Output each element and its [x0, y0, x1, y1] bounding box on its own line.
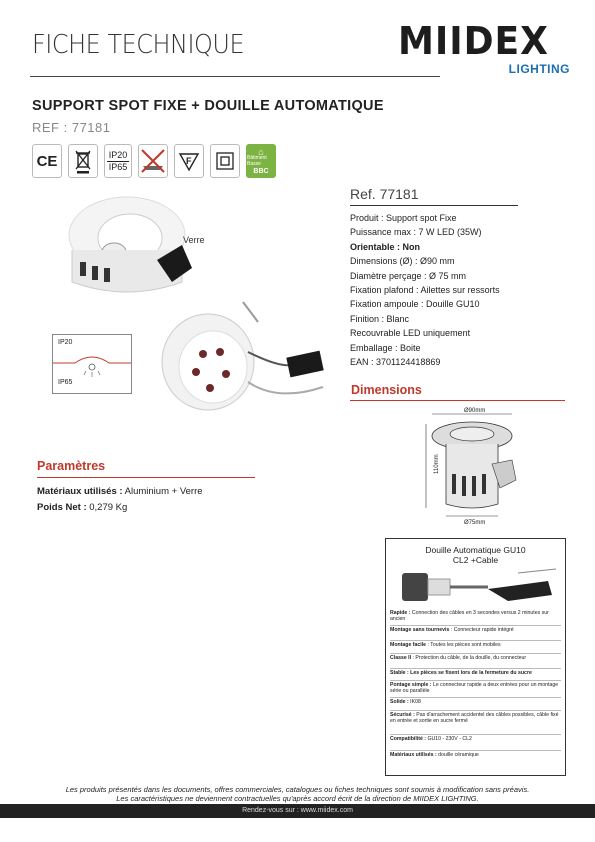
feature-divider — [390, 680, 561, 681]
connector-feature: Solide : IK08 — [390, 699, 421, 705]
bbc-caption: Bâtiment Basse — [247, 155, 267, 167]
bbc-value: BBC — [253, 168, 269, 175]
ip-rating-icon — [104, 144, 132, 178]
connector-feature: Matériaux utilisés : douille céramique — [390, 752, 479, 758]
spec-row: Diamètre perçage : Ø 75 mm — [350, 270, 467, 281]
connector-feature: Stable : Les pièces se fixent lors de la fermeture du sucre — [390, 670, 532, 676]
connector-illustration — [398, 567, 558, 607]
website-footer[interactable] — [0, 804, 595, 818]
spec-row: Orientable : Non — [350, 241, 421, 252]
title-divider — [30, 76, 440, 77]
dim-side-label: 110mm — [434, 454, 440, 474]
product-photo-front — [32, 190, 202, 300]
feature-divider — [390, 668, 561, 669]
dimensions-divider — [350, 400, 565, 401]
connector-feature: Classe II : Protection du câble, de la douille, du connecteur — [390, 655, 527, 661]
feature-divider — [390, 653, 561, 654]
class-2-icon — [210, 144, 240, 178]
certification-icons — [32, 144, 276, 180]
parameters-title: Paramètres — [37, 459, 106, 473]
dim-bottom-label: Ø75mm — [464, 520, 486, 526]
feature-divider — [390, 710, 561, 711]
dimensions-title: Dimensions — [351, 383, 422, 397]
spec-row: Produit : Support spot Fixe — [350, 213, 457, 223]
connector-feature: Montage sans tournevis : Connecteur rapide intégré — [390, 627, 514, 633]
ip-top-label: IP20 — [58, 339, 73, 346]
connector-title: Douille Automatique GU10 CL2 +Cable — [425, 545, 526, 565]
spec-row: EAN : 3701124418869 — [350, 357, 441, 368]
disclaimer-line-1: Les produits présentés dans les documents, offres commerciales, catalogues ou fiches techniques sont soumis à modification sans préavis. — [65, 785, 530, 794]
product-title: SUPPORT SPOT FIXE + DOUILLE AUTOMATIQUE — [32, 98, 384, 114]
brand-logo — [398, 19, 574, 78]
dim-top-label: Ø90mm — [464, 408, 486, 414]
spec-row: Emballage : Boite — [350, 342, 421, 353]
spec-list — [350, 211, 500, 369]
parameter-row-materials: Matériaux utilisés : Aluminium + Verre — [37, 486, 203, 497]
product-photo-back — [148, 292, 333, 412]
feature-divider — [390, 734, 561, 735]
connector-feature: Pontage simple : Le connecteur rapide a deux entrées pour un montage série ou parallèle — [390, 682, 559, 695]
feature-divider — [390, 625, 561, 626]
spec-ref-divider — [350, 205, 518, 206]
connector-feature: Rapide : Connection des câbles en 3 secondes versus 2 minutes sur ancien — [390, 610, 549, 623]
disclaimer-line-2: Les caractéristiques ne deviennent contractuelles qu'après accord écrit de la direction de MIIDEX LIGHTING. — [116, 794, 479, 803]
dimension-drawing — [420, 404, 530, 526]
spec-ref-title: Ref. 77181 — [350, 186, 419, 202]
spec-row: Recouvrable LED uniquement — [350, 328, 471, 339]
ip-bottom-label: IP65 — [58, 379, 73, 386]
ce-mark-icon: CE — [32, 144, 62, 178]
spec-row: Dimensions (Ø) : Ø90 mm — [350, 256, 455, 267]
product-reference: REF : 77181 — [32, 120, 111, 135]
connector-feature: Montage facile : Toutes les pièces sont mobiles — [390, 642, 501, 648]
weee-bin-icon — [68, 144, 98, 178]
feature-divider — [390, 697, 561, 698]
ip65-label: IP65 — [108, 161, 128, 172]
parameters-divider — [37, 477, 255, 478]
spec-row: Fixation plafond : Ailettes sur ressorts — [350, 285, 500, 296]
website-link[interactable]: Rendez-vous sur : www.miidex.com — [242, 807, 353, 814]
ip20-label: IP20 — [108, 149, 128, 160]
glass-label: Verre — [183, 235, 205, 245]
logo-subtitle: LIGHTING — [508, 62, 570, 76]
parameter-row-weight: Poids Net : 0,279 Kg — [37, 502, 128, 513]
svg-text:F: F — [186, 156, 192, 166]
connector-feature: Compatibilité : GU10 - 230V - CL2 — [390, 736, 472, 742]
spec-row: Puissance max : 7 W LED (35W) — [350, 227, 482, 238]
connector-panel — [385, 538, 566, 776]
bbc-badge-icon: ⌂ Bâtiment Basse BBC — [246, 144, 276, 178]
spec-row: Fixation ampoule : Douille GU10 — [350, 299, 480, 310]
f-mark-icon — [174, 144, 204, 178]
connector-feature: Sécurisé : Pas d'arrachement accidentel des câbles possibles, câble fixé en entrée et sortie en sucre fermé — [390, 712, 559, 725]
page-title: FICHE TECHNIQUE — [32, 30, 245, 60]
spec-row: Finition : Blanc — [350, 313, 410, 324]
ip-zone-diagram — [52, 334, 132, 394]
feature-divider — [390, 750, 561, 751]
logo-wordmark: MIIDEX — [398, 19, 549, 63]
feature-divider — [390, 640, 561, 641]
no-insulation-cover-icon — [138, 144, 168, 178]
